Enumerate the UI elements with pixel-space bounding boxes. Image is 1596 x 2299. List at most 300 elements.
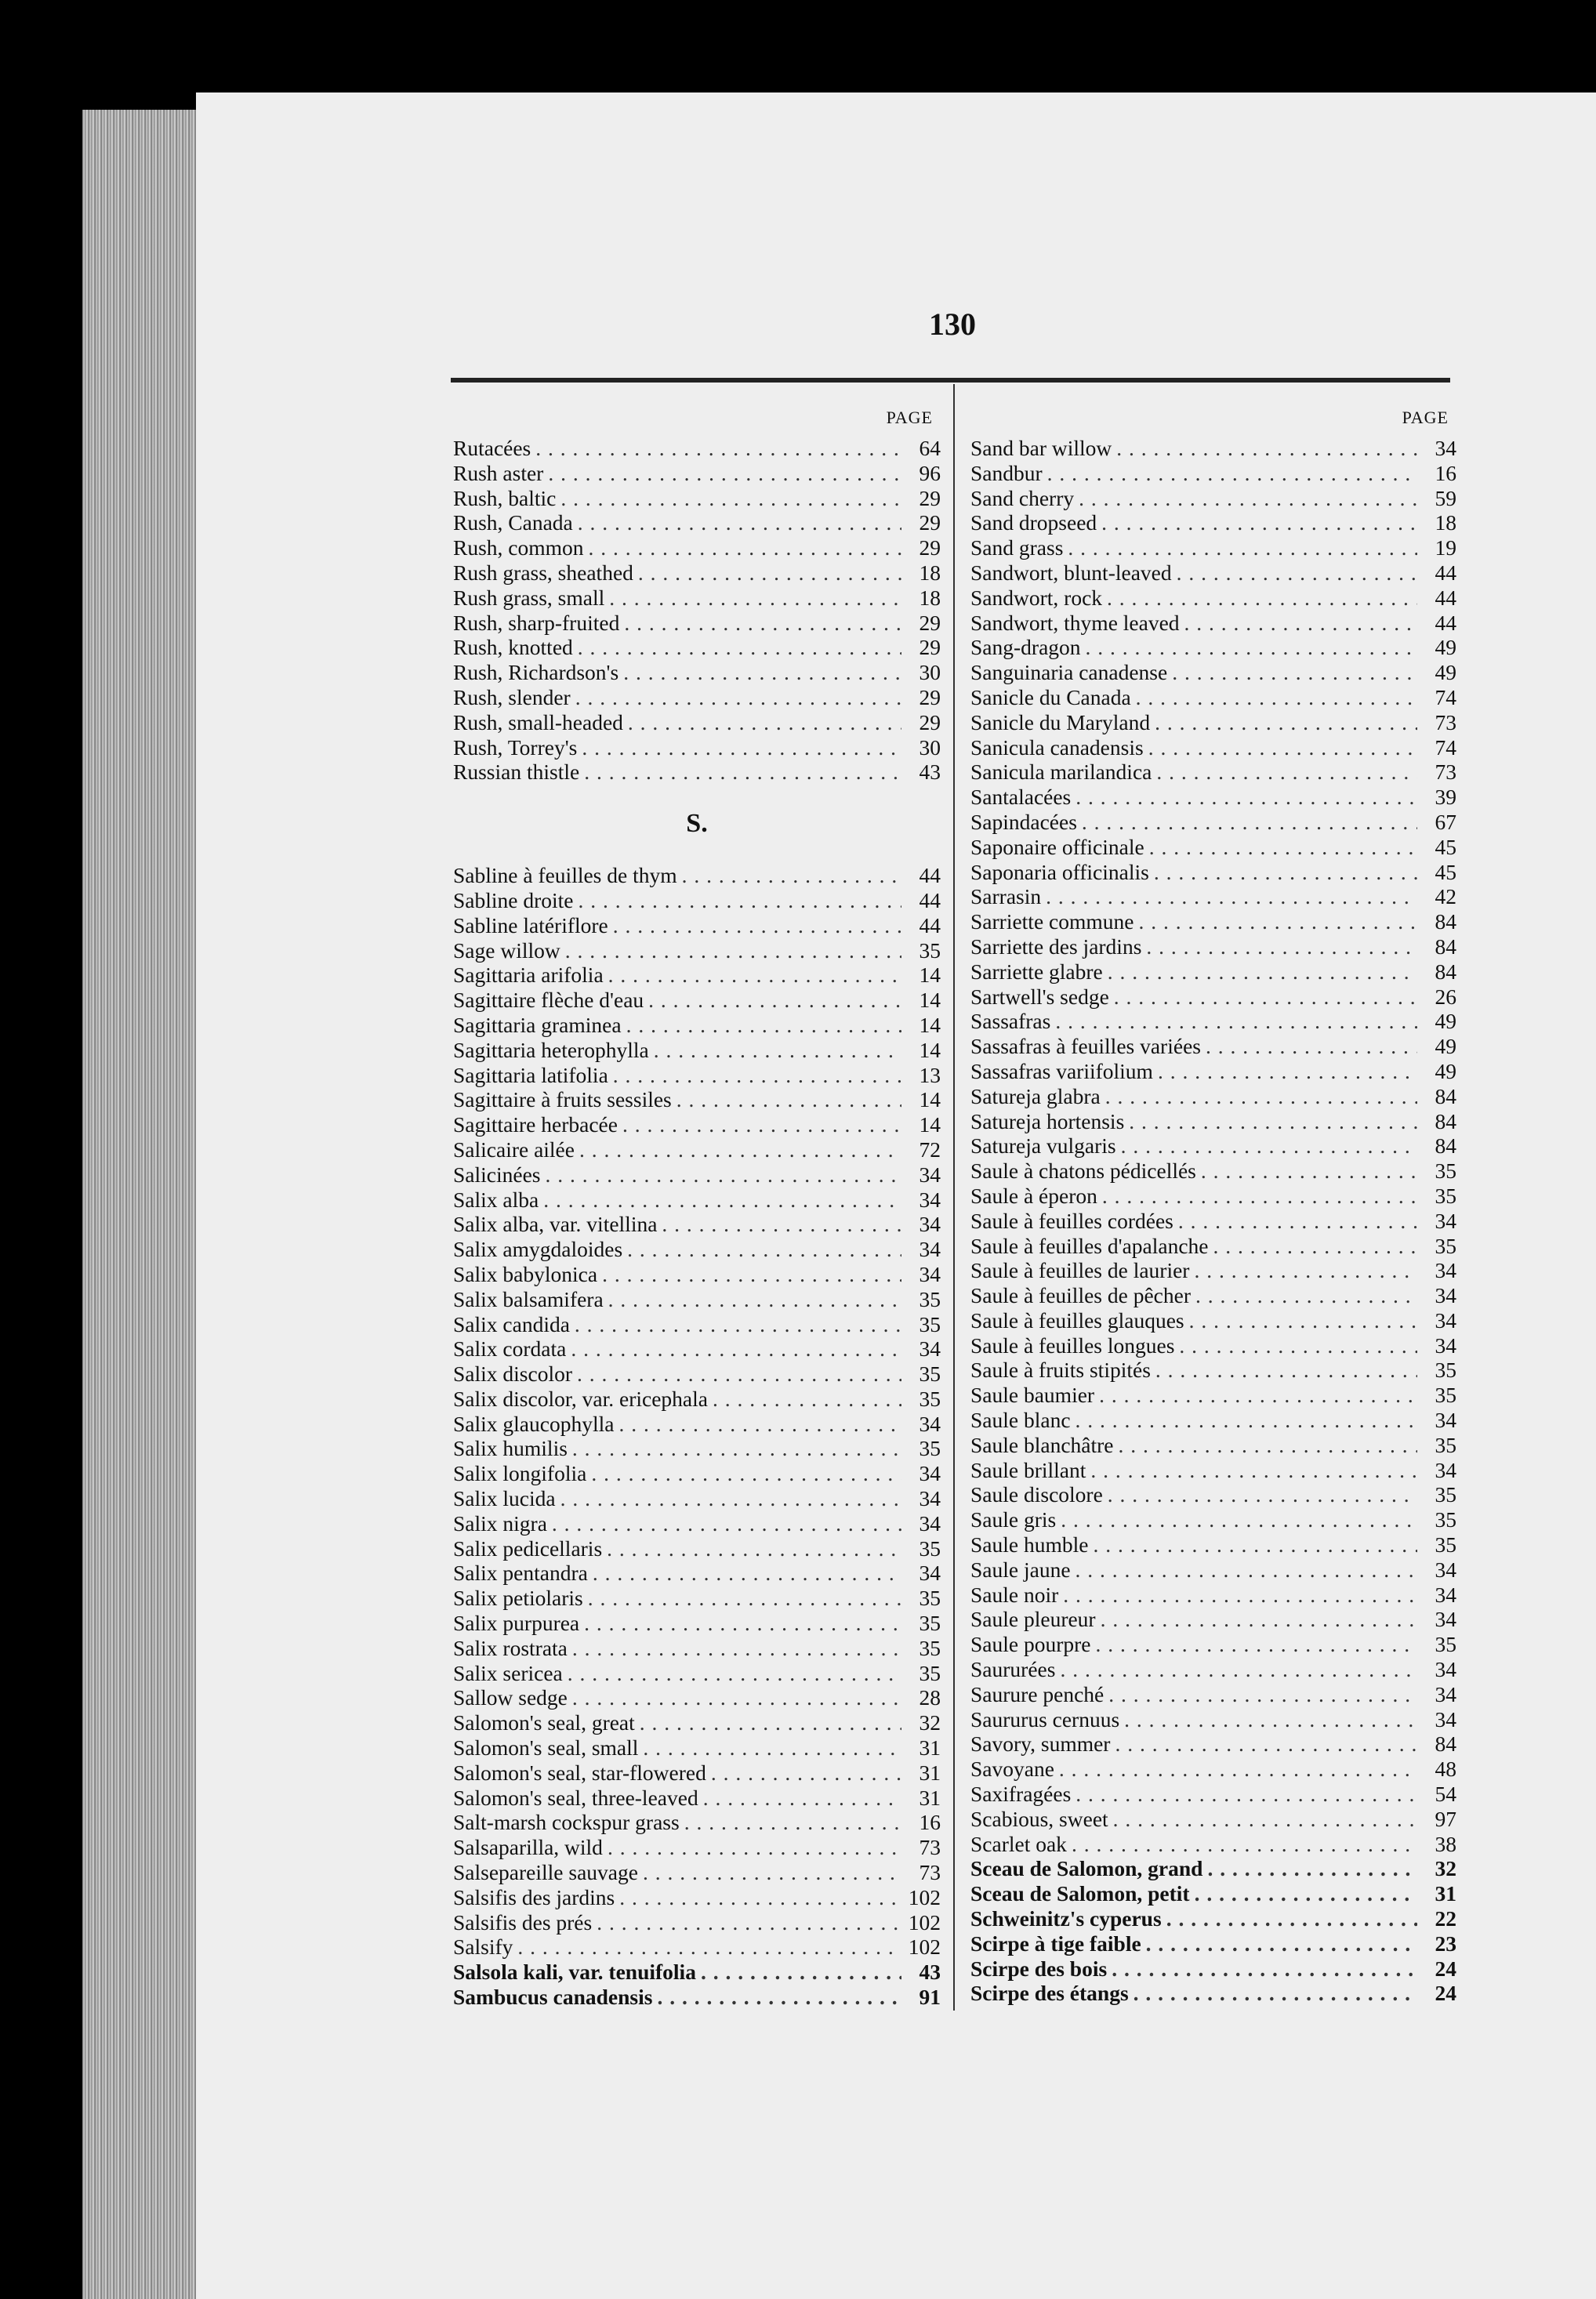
dot-leader: [1059, 1757, 1417, 1782]
dot-leader: [565, 938, 901, 963]
dot-leader: [560, 486, 901, 511]
entry-page: 30: [919, 660, 941, 685]
entry-page: 34: [1435, 1333, 1456, 1358]
entry-page: 14: [919, 988, 941, 1013]
dot-leader: [1146, 934, 1417, 959]
entry-page: 29: [919, 510, 941, 535]
entry-page: 14: [919, 1112, 941, 1137]
entry-page: 35: [1435, 1183, 1456, 1208]
entry-name: Sassafras à feuilles variées: [970, 1034, 1201, 1059]
entry-name: Scabious, sweet: [970, 1806, 1108, 1831]
entry-name: Salix longifolia: [453, 1461, 587, 1486]
dot-leader: [1099, 1383, 1417, 1408]
index-entry: [453, 710, 941, 735]
dot-leader: [1093, 1532, 1417, 1557]
entry-name: Rush grass, sheathed: [453, 560, 633, 585]
dot-leader: [1149, 835, 1417, 860]
index-entry: [453, 486, 941, 511]
index-entry: [453, 1885, 941, 1910]
dot-leader: [1124, 1707, 1417, 1732]
index-entry: [453, 760, 941, 785]
entry-name: Schweinitz's cyperus: [970, 1906, 1162, 1931]
index-entry: [453, 1336, 941, 1362]
entry-page: 29: [919, 684, 941, 709]
index-entry: [453, 1461, 941, 1486]
entry-name: Sand bar willow: [970, 436, 1112, 460]
index-entry: [970, 486, 1456, 511]
entry-page: 35: [919, 1536, 941, 1561]
dot-leader: [1108, 959, 1417, 985]
dot-leader: [613, 1063, 901, 1088]
index-entry: [970, 1408, 1456, 1433]
entry-name: Rush, Richardson's: [453, 660, 619, 685]
entry-name: Saxifragées: [970, 1782, 1072, 1807]
dot-leader: [1086, 635, 1417, 660]
index-entry: [970, 461, 1456, 486]
entry-name: Salix cordata: [453, 1336, 567, 1362]
page-column-header: PAGE: [1402, 408, 1449, 427]
dot-leader: [619, 1885, 901, 1910]
dot-leader: [1178, 1209, 1417, 1234]
index-entry: [970, 1482, 1456, 1507]
entry-name: Rush, Canada: [453, 510, 573, 535]
index-entry: [453, 1486, 941, 1511]
dot-leader: [628, 710, 901, 735]
dot-leader: [1060, 1657, 1417, 1682]
entry-name: Rush, baltic: [453, 485, 557, 510]
entry-name: Saururées: [970, 1657, 1056, 1682]
index-entry: [970, 760, 1456, 785]
dot-leader: [1207, 1856, 1417, 1881]
entry-name: Salomon's seal, three-leaved: [453, 1785, 698, 1810]
entry-page: 32: [1435, 1856, 1456, 1881]
entry-name: Salix alba: [453, 1187, 539, 1212]
entry-page: 44: [919, 863, 941, 888]
index-entry: [453, 1561, 941, 1586]
dot-leader: [1047, 461, 1417, 486]
entry-name: Saururus cernuus: [970, 1706, 1120, 1732]
index-entry: [453, 1661, 941, 1686]
entry-page: 18: [919, 585, 941, 610]
index-entry: [453, 1985, 941, 2010]
index-entry: [970, 560, 1456, 586]
entry-name: Sage willow: [453, 937, 560, 963]
entry-page: 34: [1435, 1706, 1456, 1732]
entry-name: Sagittaria latifolia: [453, 1062, 608, 1087]
dot-leader: [579, 888, 901, 913]
entry-name: Salix humilis: [453, 1436, 568, 1461]
entry-page: 35: [1435, 1507, 1456, 1532]
entry-page: 73: [919, 1860, 941, 1885]
index-entry: [970, 1433, 1456, 1458]
index-entry: [970, 1258, 1456, 1283]
index-entry: [453, 685, 941, 710]
dot-leader: [575, 1312, 901, 1337]
entry-page: 34: [919, 1336, 941, 1362]
entry-name: Saule à feuilles d'apalanche: [970, 1233, 1209, 1258]
dot-leader: [608, 1287, 901, 1312]
dot-leader: [1158, 1059, 1417, 1084]
dot-leader: [1177, 560, 1417, 586]
entry-name: Salix discolor: [453, 1362, 573, 1387]
dot-leader: [548, 461, 901, 486]
dot-leader: [575, 685, 901, 710]
dot-leader: [1063, 1583, 1417, 1608]
index-entry: [453, 1511, 941, 1536]
dot-leader: [622, 1112, 901, 1137]
entry-name: Saule jaune: [970, 1557, 1071, 1582]
entry-page: 35: [919, 1386, 941, 1411]
entry-name: Salix nigra: [453, 1510, 547, 1536]
dot-leader: [1082, 810, 1417, 835]
entry-page: 19: [1435, 535, 1456, 560]
entry-name: Sabline à feuilles de thym: [453, 863, 677, 888]
entry-page: 35: [1435, 1159, 1456, 1184]
index-entry: [453, 1312, 941, 1337]
index-entry: [453, 1910, 941, 1935]
page-column-header: PAGE: [886, 408, 933, 427]
entry-page: 30: [919, 734, 941, 760]
dot-leader: [1113, 1807, 1417, 1832]
index-entry: [970, 810, 1456, 835]
index-entry: [970, 1583, 1456, 1608]
index-entry: [453, 1710, 941, 1735]
dot-leader: [703, 1786, 901, 1811]
dot-leader: [1108, 1682, 1417, 1707]
index-entry: [453, 1960, 941, 1985]
index-entry: [970, 1458, 1456, 1483]
entry-name: Satureja glabra: [970, 1083, 1101, 1108]
entry-page: 84: [1435, 959, 1456, 984]
dot-leader: [546, 1162, 902, 1188]
page-number: 130: [929, 306, 976, 342]
dot-leader: [1061, 1507, 1417, 1532]
index-entry: [970, 611, 1456, 636]
dot-leader: [1115, 1732, 1417, 1757]
entry-name: Saule à chatons pédicellés: [970, 1159, 1196, 1184]
entry-name: Rush, slender: [453, 684, 571, 709]
section-letter: S.: [686, 809, 708, 839]
index-entry: [453, 560, 941, 586]
entry-page: 31: [919, 1785, 941, 1810]
dot-leader: [662, 1212, 901, 1237]
index-entry: [970, 1807, 1456, 1832]
entry-name: Salomon's seal, star-flowered: [453, 1760, 706, 1785]
entry-name: Scarlet oak: [970, 1831, 1067, 1856]
entry-page: 35: [1435, 1632, 1456, 1657]
entry-page: 18: [1435, 510, 1456, 535]
entry-page: 45: [1435, 859, 1456, 884]
index-entry: [970, 1931, 1456, 1956]
entry-page: 35: [1435, 1233, 1456, 1258]
entry-page: 29: [919, 610, 941, 635]
dot-leader: [1172, 660, 1417, 685]
index-entry: [970, 1607, 1456, 1632]
index-entry: [970, 1657, 1456, 1682]
entry-page: 74: [1435, 734, 1456, 760]
entry-name: Salomon's seal, great: [453, 1710, 635, 1735]
dot-leader: [579, 1137, 901, 1162]
entry-name: Salix candida: [453, 1311, 570, 1336]
index-entry: [970, 1532, 1456, 1557]
entry-page: 13: [919, 1062, 941, 1087]
dot-leader: [1101, 1607, 1417, 1632]
entry-name: Salix lucida: [453, 1486, 556, 1511]
dot-leader: [713, 1387, 901, 1412]
index-entry: [970, 1383, 1456, 1408]
dot-leader: [1154, 860, 1417, 885]
dot-leader: [684, 1810, 901, 1835]
entry-name: Rush aster: [453, 460, 544, 485]
index-entry: [970, 1557, 1456, 1583]
index-entry: [970, 1956, 1456, 1982]
entry-page: 72: [919, 1137, 941, 1162]
entry-page: 24: [1435, 1981, 1456, 2006]
entry-page: 34: [919, 1162, 941, 1187]
entry-page: 34: [1435, 1607, 1456, 1632]
index-entry: [970, 710, 1456, 735]
dot-leader: [1195, 1283, 1417, 1308]
entry-name: Sanicle du Maryland: [970, 709, 1151, 734]
entry-page: 49: [1435, 660, 1456, 685]
dot-leader: [535, 436, 901, 461]
entry-page: 34: [1435, 1681, 1456, 1706]
dot-leader: [584, 760, 901, 785]
entry-name: Saule à feuilles de laurier: [970, 1258, 1190, 1283]
index-entry: [453, 1038, 941, 1063]
dot-leader: [1194, 1258, 1417, 1283]
entry-page: 35: [919, 1635, 941, 1660]
dot-leader: [577, 1362, 901, 1387]
index-entry: [970, 1981, 1456, 2006]
entry-page: 49: [1435, 1009, 1456, 1034]
index-entry: [453, 1810, 941, 1835]
entry-name: Sartwell's sedge: [970, 984, 1109, 1009]
entry-name: Scirpe à tige faible: [970, 1931, 1141, 1956]
entry-page: 35: [1435, 1358, 1456, 1383]
dot-leader: [1102, 1184, 1417, 1209]
entry-name: Sapindacées: [970, 809, 1077, 834]
dot-leader: [682, 863, 901, 888]
index-entry: [453, 1063, 941, 1088]
index-entry: [453, 1287, 941, 1312]
dot-leader: [602, 1262, 901, 1287]
index-entry: [970, 1333, 1456, 1358]
entry-name: Sanicle du Canada: [970, 684, 1131, 709]
dot-leader: [591, 1461, 901, 1486]
index-entry: [453, 510, 941, 535]
entry-name: Rush, sharp-fruited: [453, 610, 620, 635]
entry-page: 84: [1435, 1108, 1456, 1133]
entry-page: 28: [919, 1685, 941, 1710]
entry-page: 45: [1435, 834, 1456, 859]
dot-leader: [1134, 1981, 1417, 2006]
index-entry: [970, 1507, 1456, 1532]
entry-page: 23: [1435, 1931, 1456, 1956]
index-entry: [453, 1137, 941, 1162]
entry-name: Saule gris: [970, 1507, 1057, 1532]
entry-name: Sanicula canadensis: [970, 734, 1144, 760]
dot-leader: [1108, 1482, 1417, 1507]
dot-leader: [1068, 535, 1417, 560]
entry-page: 34: [1435, 1258, 1456, 1283]
dot-leader: [654, 1038, 901, 1063]
entry-name: Sassafras variifolium: [970, 1058, 1153, 1083]
index-entry: [453, 1586, 941, 1611]
entry-name: Salix petiolaris: [453, 1586, 583, 1611]
dot-leader: [1189, 1308, 1417, 1333]
dot-leader: [623, 660, 901, 685]
entry-page: 59: [1435, 485, 1456, 510]
index-entry: [970, 1782, 1456, 1807]
dot-leader: [572, 1436, 901, 1461]
dot-leader: [1155, 1358, 1417, 1383]
entry-name: Saule pourpre: [970, 1632, 1091, 1657]
index-entry: [970, 1757, 1456, 1782]
entry-page: 35: [919, 1660, 941, 1685]
entry-page: 54: [1435, 1782, 1456, 1807]
index-entry: [453, 1212, 941, 1237]
entry-page: 35: [919, 1586, 941, 1611]
entry-page: 35: [919, 937, 941, 963]
dot-leader: [1072, 1832, 1417, 1857]
entry-page: 34: [1435, 1582, 1456, 1607]
index-entry: [453, 1262, 941, 1287]
entry-name: Sarrasin: [970, 884, 1042, 909]
index-entry: [970, 1732, 1456, 1757]
entry-page: 31: [919, 1760, 941, 1785]
entry-name: Salt-marsh cockspur grass: [453, 1810, 680, 1835]
entry-page: 48: [1435, 1757, 1456, 1782]
index-entry: [453, 1013, 941, 1038]
entry-page: 34: [1435, 1208, 1456, 1233]
index-entry: [970, 436, 1456, 461]
entry-name: Saule à fruits stipités: [970, 1358, 1151, 1383]
entry-name: Sceau de Salomon, petit: [970, 1881, 1190, 1906]
entry-name: Scirpe des bois: [970, 1956, 1108, 1981]
dot-leader: [589, 535, 901, 560]
dot-leader: [560, 1486, 901, 1511]
entry-name: Sagittaire herbacée: [453, 1112, 618, 1137]
index-entry: [970, 934, 1456, 959]
dot-leader: [1090, 1458, 1417, 1483]
dot-leader: [1075, 1557, 1417, 1583]
entry-name: Sandwort, rock: [970, 585, 1103, 610]
entry-name: Rush, knotted: [453, 635, 573, 660]
entry-name: Salicinées: [453, 1162, 541, 1187]
entry-page: 35: [919, 1362, 941, 1387]
dot-leader: [1166, 1906, 1417, 1931]
dot-leader: [1179, 1333, 1417, 1358]
entry-page: 84: [1435, 909, 1456, 934]
entry-page: 34: [919, 1461, 941, 1486]
entry-name: Salsaparilla, wild: [453, 1835, 603, 1860]
entry-page: 35: [919, 1311, 941, 1336]
entry-name: Saponaria officinalis: [970, 859, 1149, 884]
entry-page: 35: [1435, 1482, 1456, 1507]
entry-page: 84: [1435, 1133, 1456, 1159]
dot-leader: [648, 988, 901, 1013]
entry-name: Sallow sedge: [453, 1685, 568, 1710]
dot-leader: [1136, 685, 1417, 710]
dot-leader: [582, 735, 901, 760]
entry-page: 102: [908, 1909, 941, 1935]
entry-name: Saule blanc: [970, 1408, 1071, 1433]
entry-name: Savory, summer: [970, 1732, 1111, 1757]
entry-name: Sang-dragon: [970, 635, 1081, 660]
entry-page: 64: [919, 436, 941, 460]
entry-page: 73: [919, 1835, 941, 1860]
entry-page: 38: [1435, 1831, 1456, 1856]
entry-name: Sarriette glabre: [970, 959, 1103, 984]
index-entry: [453, 1237, 941, 1262]
index-entry: [453, 1735, 941, 1761]
entry-name: Saule à éperon: [970, 1183, 1097, 1208]
dot-leader: [517, 1935, 901, 1960]
index-entry: [453, 963, 941, 988]
index-entry: [453, 535, 941, 560]
entry-page: 102: [908, 1935, 941, 1960]
index-entry: [970, 985, 1456, 1010]
entry-name: Saule brillant: [970, 1457, 1086, 1482]
index-entry: [970, 884, 1456, 909]
entry-page: 32: [919, 1710, 941, 1735]
index-entry: [970, 1358, 1456, 1383]
entry-page: 44: [919, 887, 941, 912]
entry-page: 44: [919, 912, 941, 937]
dot-leader: [552, 1511, 901, 1536]
dot-leader: [1184, 611, 1417, 636]
index-entry: [453, 586, 941, 611]
entry-name: Sanguinaria canadense: [970, 660, 1168, 685]
index-entry: [970, 1906, 1456, 1931]
entry-name: Saule à feuilles longues: [970, 1333, 1175, 1358]
index-entry: [970, 1133, 1456, 1159]
index-entry: [453, 1362, 941, 1387]
dot-leader: [613, 913, 901, 938]
index-entry: [453, 888, 941, 913]
dot-leader: [1096, 1632, 1418, 1657]
entry-page: 34: [1435, 436, 1456, 460]
index-column-right: [970, 408, 1456, 2006]
entry-page: 34: [919, 1261, 941, 1286]
entry-page: 34: [919, 1486, 941, 1511]
entry-name: Sagittaria arifolia: [453, 963, 604, 988]
entry-page: 49: [1435, 635, 1456, 660]
dot-leader: [578, 635, 901, 660]
index-entry: [453, 1536, 941, 1561]
entry-page: 43: [919, 1960, 941, 1985]
index-entry: [453, 660, 941, 685]
dot-leader: [1107, 586, 1417, 611]
index-entry: [453, 988, 941, 1013]
entry-name: Salix discolor, var. ericephala: [453, 1386, 708, 1411]
dot-leader: [1116, 436, 1417, 461]
entry-page: 29: [919, 535, 941, 560]
index-entry: [453, 863, 941, 888]
dot-leader: [627, 1237, 901, 1262]
dot-leader: [1195, 1881, 1417, 1906]
dot-leader: [1201, 1159, 1417, 1184]
index-entry: [970, 635, 1456, 660]
index-entry: [970, 1009, 1456, 1034]
index-entry: [970, 735, 1456, 760]
dot-leader: [1112, 1956, 1417, 1982]
entry-name: Sand dropseed: [970, 510, 1097, 535]
entry-name: Scirpe des étangs: [970, 1981, 1129, 2006]
dot-leader: [609, 586, 901, 611]
dot-leader: [1146, 1931, 1417, 1956]
